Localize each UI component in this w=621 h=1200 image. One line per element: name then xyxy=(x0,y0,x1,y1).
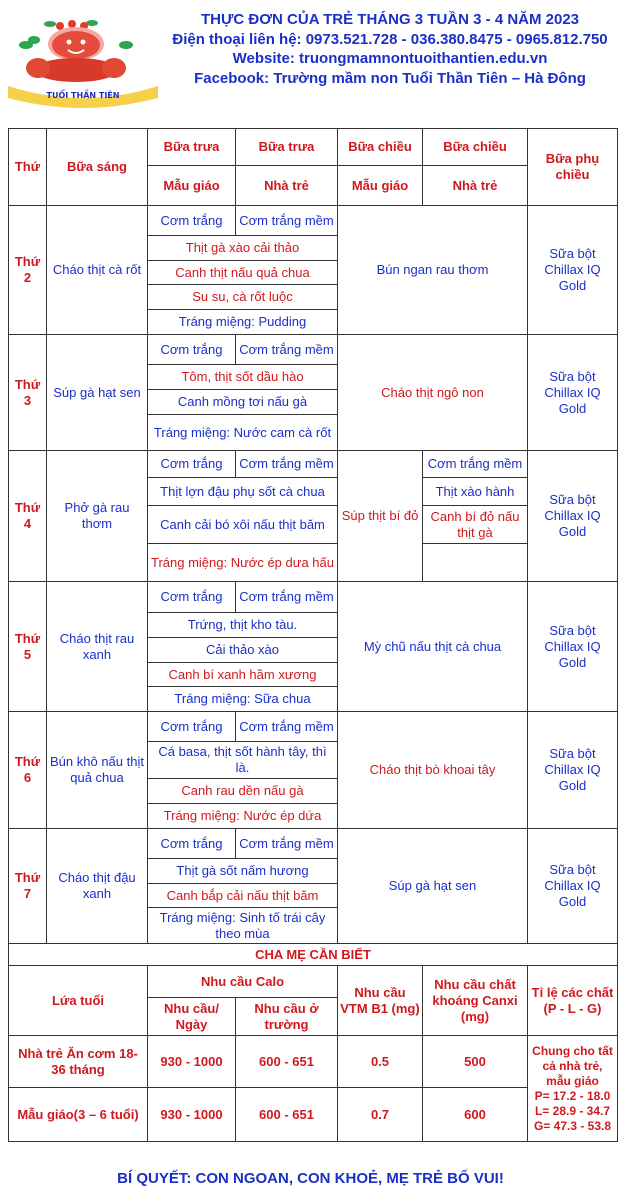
lunch-dish: Thịt gà sốt nấm hương xyxy=(148,859,338,884)
lunch-dish: Su su, cà rốt luộc xyxy=(148,285,338,310)
dessert: Tráng miệng: Nước ép dứa xyxy=(148,804,338,829)
header-canxi: Nhu cầu chất khoáng Canxi (mg) xyxy=(423,966,528,1036)
ratio-p: P= 17.2 - 18.0 xyxy=(534,1088,611,1103)
page-title: THỰC ĐƠN CỦA TRẺ THÁNG 3 TUẦN 3 - 4 NĂM 2023 xyxy=(200,11,580,28)
ratio-g: G= 47.3 - 53.8 xyxy=(533,1118,612,1133)
afternoon-nursery: Canh bí đỏ nấu thịt gà xyxy=(423,506,528,544)
lunch-dish: Canh rau dền nấu gà xyxy=(148,779,338,804)
section-title: CHA MẸ CẦN BIẾT xyxy=(9,944,618,966)
empty-cell xyxy=(423,544,528,582)
calo-day: 930 - 1000 xyxy=(148,1036,236,1088)
dessert: Tráng miệng: Nước cam cà rốt xyxy=(148,415,338,451)
ratio-note: Chung cho tất cả nhà trẻ, mẫu giáo xyxy=(532,1043,613,1088)
lunch-dish: Thịt gà xào cải thảo xyxy=(148,236,338,261)
day-label: Thứ 3 xyxy=(9,335,47,451)
breakfast: Cháo thịt đậu xanh xyxy=(47,829,148,944)
rice-kindergarten: Cơm trắng xyxy=(148,582,236,613)
age-group: Nhà trẻ Ăn cơm 18-36 tháng xyxy=(9,1036,148,1088)
lunch-dish: Cá basa, thịt sốt hành tây, thì là. xyxy=(148,742,338,779)
rice-nursery: Cơm trắng mềm xyxy=(236,335,338,365)
lunch-dish: Cải thảo xào xyxy=(148,638,338,663)
header-ratio: Tỉ lệ các chất (P - L - G) xyxy=(528,966,618,1036)
header-b1: Nhu cầu VTM B1 (mg) xyxy=(338,966,423,1036)
day-label: Thứ 2 xyxy=(9,206,47,335)
day-label: Thứ 4 xyxy=(9,451,47,582)
lunch-dish: Tôm, thịt sốt dầu hào xyxy=(148,365,338,390)
menu-table xyxy=(8,128,618,1142)
lunch-dish: Thịt lợn đậu phụ sốt cà chua xyxy=(148,478,338,506)
header-bua-trua-mg: Bữa trưa xyxy=(148,129,236,166)
rice-kindergarten: Cơm trắng xyxy=(148,829,236,859)
website-line: Website: truongmamnontuoithantien.edu.vn xyxy=(232,50,548,67)
rice-nursery: Cơm trắng mềm xyxy=(236,712,338,742)
snack: Sữa bột Chillax IQ Gold xyxy=(528,335,618,451)
lunch-dish: Canh mồng tơi nấu gà xyxy=(148,390,338,415)
calo-school: 600 - 651 xyxy=(236,1088,338,1142)
vitamin-b1: 0.5 xyxy=(338,1036,423,1088)
header xyxy=(0,0,621,125)
svg-text:TUỔI THẦN TIÊN: TUỔI THẦN TIÊN xyxy=(46,91,120,100)
rice-nursery: Cơm trắng mềm xyxy=(236,829,338,859)
snack: Sữa bột Chillax IQ Gold xyxy=(528,451,618,582)
afternoon-nursery: Thịt xào hành xyxy=(423,478,528,506)
lunch-dish: Canh cải bó xôi nấu thịt băm xyxy=(148,506,338,544)
header-calo: Nhu cầu Calo xyxy=(148,966,338,998)
ratio-cell xyxy=(528,1036,618,1142)
breakfast: Phở gà rau thơm xyxy=(47,451,148,582)
snack: Sữa bột Chillax IQ Gold xyxy=(528,582,618,712)
day-label: Thứ 5 xyxy=(9,582,47,712)
header-bua-chieu-mg: Bữa chiều xyxy=(338,129,423,166)
dessert: Tráng miệng: Sinh tố trái cây theo mùa xyxy=(148,908,338,944)
snack: Sữa bột Chillax IQ Gold xyxy=(528,829,618,944)
rice-nursery: Cơm trắng mềm xyxy=(236,451,338,478)
header-bua-trua-nt: Bữa trưa xyxy=(236,129,338,166)
afternoon-meal: Bún ngan rau thơm xyxy=(338,206,528,335)
calo-school: 600 - 651 xyxy=(236,1036,338,1088)
header-bua-chieu-nt: Bữa chiều xyxy=(423,129,528,166)
breakfast: Bún khô nấu thịt quả chua xyxy=(47,712,148,829)
breakfast: Cháo thịt rau xanh xyxy=(47,582,148,712)
school-logo xyxy=(8,18,158,108)
lunch-dish: Canh bí xanh hầm xương xyxy=(148,663,338,687)
rice-kindergarten: Cơm trắng xyxy=(148,712,236,742)
header-mau-giao: Mẫu giáo xyxy=(148,166,236,206)
calcium: 600 xyxy=(423,1088,528,1142)
vitamin-b1: 0.7 xyxy=(338,1088,423,1142)
lunch-dish: Trứng, thịt kho tàu. xyxy=(148,613,338,638)
footer-slogan: BÍ QUYẾT: CON NGOAN, CON KHOẺ, MẸ TRẺ BỐ VUI! xyxy=(117,1170,504,1187)
header-bua-phu: Bữa phụ chiều xyxy=(528,129,618,206)
age-group: Mẫu giáo(3 – 6 tuổi) xyxy=(9,1088,148,1142)
facebook-line: Facebook: Trường mầm non Tuổi Thần Tiên – Hà Đông xyxy=(194,69,586,87)
afternoon-meal: Súp gà hạt sen xyxy=(338,829,528,944)
rice-nursery: Cơm trắng mềm xyxy=(236,582,338,613)
afternoon-nursery: Cơm trắng mềm xyxy=(423,451,528,478)
day-label: Thứ 7 xyxy=(9,829,47,944)
header-nha-tre: Nhà trẻ xyxy=(423,166,528,206)
calcium: 500 xyxy=(423,1036,528,1088)
calo-day: 930 - 1000 xyxy=(148,1088,236,1142)
header-text xyxy=(165,10,615,88)
lunch-dish: Canh bắp cải nấu thịt băm xyxy=(148,884,338,908)
header-mau-giao: Mẫu giáo xyxy=(338,166,423,206)
afternoon-meal: Cháo thịt bò khoai tây xyxy=(338,712,528,829)
rice-nursery: Cơm trắng mềm xyxy=(236,206,338,236)
dessert: Tráng miệng: Nước ép dưa hấu xyxy=(148,544,338,582)
header-calo-school: Nhu cầu ở trường xyxy=(236,998,338,1036)
header-nha-tre: Nhà trẻ xyxy=(236,166,338,206)
snack: Sữa bột Chillax IQ Gold xyxy=(528,712,618,829)
header-age: Lứa tuổi xyxy=(9,966,148,1036)
phone-line: Điện thoại liên hệ: 0973.521.728 - 036.380.8475 - 0965.812.750 xyxy=(172,30,608,48)
header-bua-sang: Bữa sáng xyxy=(47,129,148,206)
header-thu: Thứ xyxy=(9,129,47,206)
ratio-l: L= 28.9 - 34.7 xyxy=(534,1103,611,1118)
breakfast: Súp gà hạt sen xyxy=(47,335,148,451)
rice-kindergarten: Cơm trắng xyxy=(148,206,236,236)
rice-kindergarten: Cơm trắng xyxy=(148,451,236,478)
afternoon-meal: Cháo thịt ngô non xyxy=(338,335,528,451)
lunch-dish: Canh thịt nấu quả chua xyxy=(148,261,338,285)
day-label: Thứ 6 xyxy=(9,712,47,829)
breakfast: Cháo thịt cà rốt xyxy=(47,206,148,335)
dessert: Tráng miệng: Sữa chua xyxy=(148,687,338,712)
header-calo-day: Nhu cầu/ Ngày xyxy=(148,998,236,1036)
afternoon-kindergarten: Súp thịt bí đỏ xyxy=(338,451,423,582)
afternoon-meal: Mỳ chũ nấu thịt cà chua xyxy=(338,582,528,712)
dessert: Tráng miệng: Pudding xyxy=(148,310,338,335)
snack: Sữa bột Chillax IQ Gold xyxy=(528,206,618,335)
rice-kindergarten: Cơm trắng xyxy=(148,335,236,365)
